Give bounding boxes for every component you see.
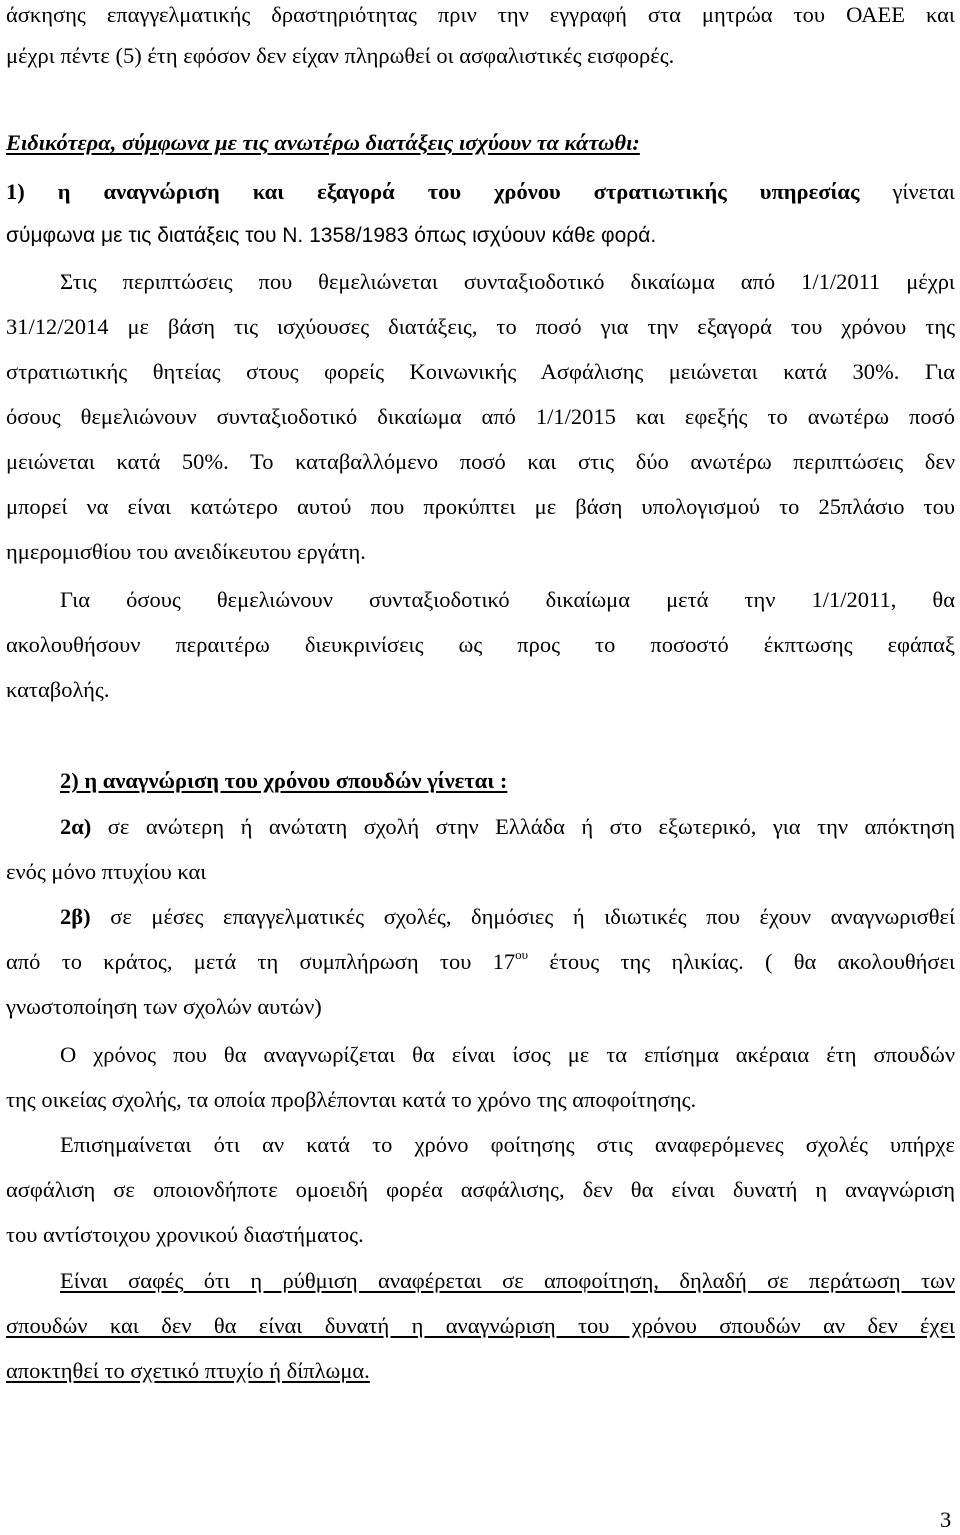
- paragraph-line: σύμφωνα με τις διατάξεις του Ν. 1358/1983 όπως ισχύουν κάθε φορά.: [6, 224, 657, 247]
- item-1-heading-line: 1) η αναγνώριση και εξαγορά του χρόνου στρατιωτικής υπηρεσίας γίνεται: [6, 179, 955, 204]
- paragraph-line: Για όσους θεμελιώνουν συνταξιοδοτικό δικαίωμα μετά την 1/1/2011, θα: [60, 587, 955, 612]
- underlined-paragraph-line: αποκτηθεί το σχετικό πτυχίο ή δίπλωμα.: [6, 1358, 370, 1383]
- paragraph-line: από το κράτος, μετά τη συμπλήρωση του $17^{o\upsilon}$ έτους της ηλικίας. ( θα ακολουθήσει: [6, 946, 956, 974]
- item-2-heading: 2) η αναγνώριση του χρόνου σπουδών γίνεται :: [60, 768, 508, 793]
- paragraph-line: ακολουθήσουν περαιτέρω διευκρινίσεις ως προς το ποσοστό έκπτωσης εφάπαξ: [6, 632, 955, 657]
- paragraph-line: Ο χρόνος που θα αναγνωρίζεται θα είναι ίσος με τα επίσημα ακέραια έτη σπουδών: [60, 1042, 955, 1067]
- paragraph-line: μειώνεται κατά 50%. Το καταβαλλόμενο ποσό και στις δύο ανωτέρω περιπτώσεις δεν: [6, 449, 955, 474]
- paragraph-line: μέχρι πέντε (5) έτη εφόσον δεν είχαν πληρωθεί οι ασφαλιστικές εισφορές.: [6, 43, 675, 68]
- paragraph-line: 31/12/2014 με βάση τις ισχύουσες διατάξεις, το ποσό για την εξαγορά του χρόνου της: [6, 314, 955, 339]
- section-intro-heading: Ειδικότερα, σύμφωνα με τις ανωτέρω διατάξεις ισχύουν τα κάτωθι:: [6, 130, 640, 155]
- item-2a-line: 2α) σε ανώτερη ή ανώτατη σχολή στην Ελλάδα ή στο εξωτερικό, για την απόκτηση: [60, 814, 955, 839]
- paragraph-line: ημερομισθίου του ανειδίκευτου εργάτη.: [6, 539, 366, 564]
- paragraph-line: Επισημαίνεται ότι αν κατά το χρόνο φοίτησης στις αναφερόμενες σχολές υπήρχε: [60, 1132, 955, 1157]
- paragraph-line: του αντίστοιχου χρονικού διαστήματος.: [6, 1222, 364, 1247]
- underlined-paragraph-line: σπουδών και δεν θα είναι δυνατή η αναγνώριση του χρόνου σπουδών αν δεν έχει: [6, 1313, 955, 1338]
- underlined-paragraph-line: Είναι σαφές ότι η ρύθμιση αναφέρεται σε αποφοίτηση, δηλαδή σε περάτωση των: [60, 1268, 955, 1293]
- paragraph-line: της οικείας σχολής, τα οποία προβλέπονται κατά το χρόνο της αποφοίτησης.: [6, 1087, 697, 1112]
- paragraph-line: γνωστοποίηση των σχολών αυτών): [6, 994, 322, 1019]
- item-2b-line: 2β) σε μέσες επαγγελματικές σχολές, δημόσιες ή ιδιωτικές που έχουν αναγνωρισθεί: [60, 904, 955, 929]
- paragraph-line: άσκησης επαγγελματικής δραστηριότητας πριν την εγγραφή στα μητρώα του ΟΑΕΕ και: [6, 2, 955, 27]
- paragraph-line: ενός μόνο πτυχίου και: [6, 859, 207, 884]
- paragraph-line: όσους θεμελιώνουν συνταξιοδοτικό δικαίωμα από 1/1/2015 και εφεξής το ανωτέρω ποσό: [6, 404, 955, 429]
- page-number: 3: [940, 1507, 952, 1532]
- paragraph-line: μπορεί να είναι κατώτερο αυτού που προκύπτει με βάση υπολογισμού το 25πλάσιο του: [6, 494, 955, 519]
- paragraph-line: στρατιωτικής θητείας στους φορείς Κοινωνικής Ασφάλισης μειώνεται κατά 30%. Για: [6, 359, 955, 384]
- paragraph-line: καταβολής.: [6, 677, 110, 702]
- paragraph-line: ασφάλιση σε οποιονδήποτε ομοειδή φορέα ασφάλισης, δεν θα είναι δυνατή η αναγνώριση: [6, 1177, 955, 1202]
- paragraph-line: Στις περιπτώσεις που θεμελιώνεται συνταξιοδοτικό δικαίωμα από 1/1/2011 μέχρι: [60, 269, 955, 294]
